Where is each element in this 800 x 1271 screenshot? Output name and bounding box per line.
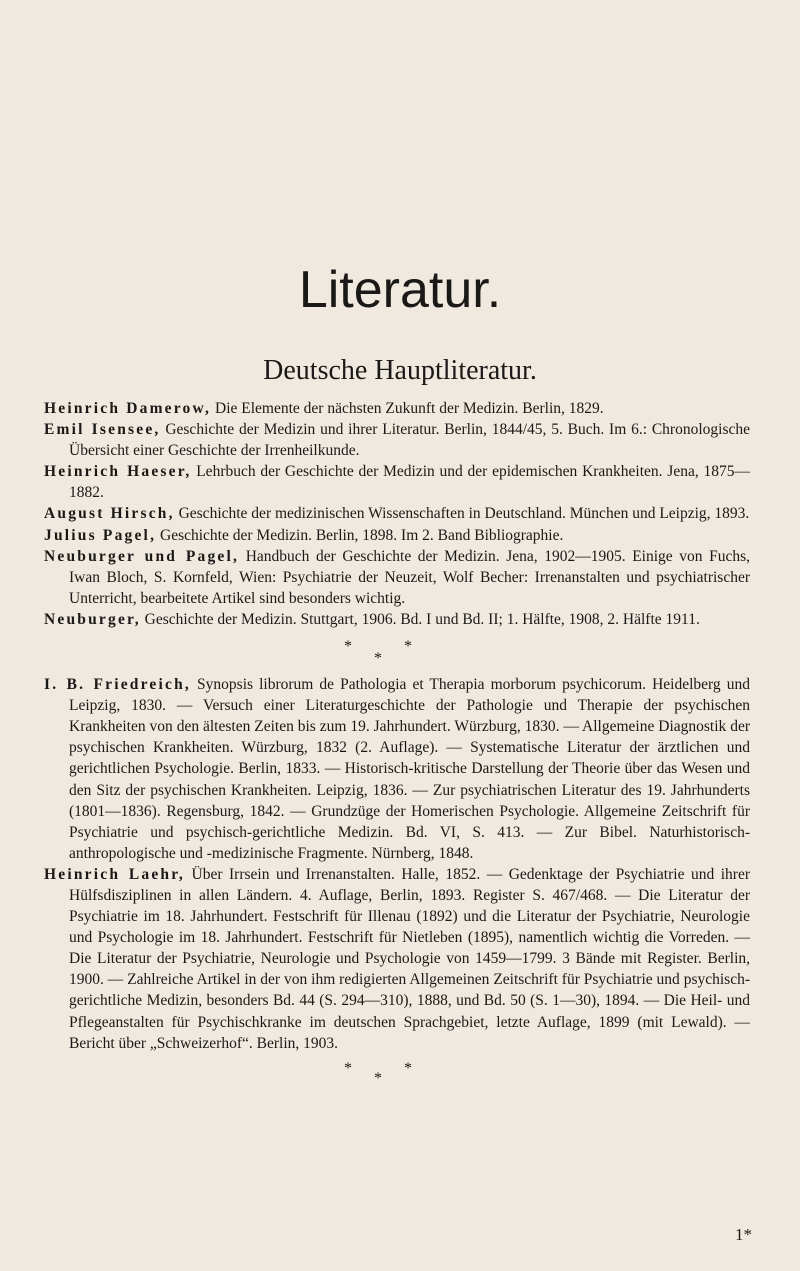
reference-text: Lehrbuch der Geschichte der Medizin und der epidemischen Krankheiten. Jena, 1875—1882.: [69, 463, 750, 502]
section-heading: Deutsche Hauptliteratur.: [263, 355, 537, 386]
reference-text: Handbuch der Geschichte der Medizin. Jena, 1902—1905. Einige von Fuchs, Iwan Bloch, S. Kornfeld, Wien: Psychiatrie der Neuzeit, Wolf Becher: Irrenanstalten und psychiatrischer Unterricht, bearbeitete Artikel sind besonders wichtig.: [69, 547, 750, 607]
reference-text: Geschichte der Medizin und ihrer Literatur. Berlin, 1844/45, 5. Buch. Im 6.: Chronologische Übersicht einer Geschichte der Irrenheilkunde.: [69, 421, 750, 460]
asterism-separator: [44, 630, 750, 674]
asterisk: *: [344, 638, 352, 656]
author-name: I. B. Friedreich,: [44, 676, 191, 694]
page-title: Literatur.: [298, 261, 502, 319]
reference-entry: [44, 419, 750, 461]
reference-entry: [44, 461, 750, 503]
reference-text: Geschichte der Medizin. Berlin, 1898. Im 2. Band Bibliographie.: [156, 526, 564, 544]
author-name: Heinrich Laehr,: [44, 865, 185, 883]
asterisk: *: [404, 638, 412, 656]
reference-list-main: [44, 398, 750, 1087]
reference-text: Über Irrsein und Irrenanstalten. Halle, 1852. — Gedenktage der Psychiatrie und ihrer Hülfsdisziplinen in allen Ländern. 4. Auflage, Berlin, 1893. Register S. 467/468. — Die Literatur der Psychiatrie im 18. Jahrhundert. Festschrift für Illenau (1892) und die Literatur der Psychiatrie, Neurologie und Psychologie im 18. Jahrhundert. Festschrift für Nietleben (1895), namentlich wichtig die Vorreden. — Die Literatur der Psychiatrie, Neurologie und Psychologie von 1459—1799. 3 Bände mit Register. Berlin, 1900. — Zahlreiche Artikel in der von ihm redigierten Allgemeinen Zeitschrift für Psychiatrie und psychisch-gerichtliche Medizin, besonders Bd. 44 (S. 294—310), 1888, und Bd. 50 (S. 1—30), 1894. — Die Heil- und Pflegeanstalten für Psychischkranke im deutschen Sprachgebiet, letzte Auflage, 1899 (mit Lewald). — Bericht über „Schweizerhof“. Berlin, 1903.: [69, 865, 750, 1052]
author-name: Emil Isensee,: [44, 421, 161, 439]
author-name: August Hirsch,: [44, 505, 175, 523]
author-name: Neuburger und Pagel,: [44, 547, 240, 565]
author-name: Heinrich Damerow,: [44, 400, 212, 417]
asterisk: *: [344, 1059, 352, 1077]
asterisk: *: [404, 1059, 412, 1077]
reference-entry: [44, 503, 750, 524]
reference-entry: [44, 546, 750, 609]
author-name: Neuburger,: [44, 610, 141, 628]
reference-entry: [44, 609, 750, 630]
reference-entry: [44, 398, 750, 419]
reference-text: Geschichte der Medizin. Stuttgart, 1906. Bd. I und Bd. II; 1. Hälfte, 1908, 2. Hälfte 1911.: [140, 610, 700, 628]
reference-entry: [44, 674, 750, 864]
reference-entry: [44, 864, 750, 1054]
asterism-separator: [44, 1054, 750, 1087]
reference-entry: [44, 525, 750, 546]
asterisk: *: [374, 650, 382, 668]
reference-text: Geschichte der medizinischen Wissenschaften in Deutschland. München und Leipzig, 1893.: [174, 505, 750, 523]
author-name: Heinrich Haeser,: [44, 463, 192, 481]
page-number: 1*: [735, 1225, 752, 1244]
asterisk: *: [374, 1069, 382, 1087]
reference-text: Synopsis librorum de Pathologia et Therapia morborum psychicorum. Heidelberg und Leipzig, 1830. — Versuch einer Literaturgeschichte der Pathologie und Therapie der psychischen Krankheiten von den ältesten Zeiten bis zum 19. Jahrhundert. Würzburg, 1830. — Allgemeine Diagnostik der psychischen Krankheiten. Würzburg, 1832 (2. Auflage). — Systematische Literatur der ärztlichen und gerichtlichen Psychologie. Berlin, 1833. — Historisch-kritische Darstellung der Theorie über das Wesen und den Sitz der psychischen Krankheiten. Leipzig, 1836. — Zur psychiatrischen Literatur des 19. Jahrhunderts (1801—1836). Regensburg, 1842. — Grundzüge der Homerischen Psychologie. Allgemeine Zeitschrift für Psychiatrie und psychisch-gerichtliche Medizin. Bd. VI, S. 413. — Zur Bibel. Naturhistorisch-anthropologische und -medizinische Fragmente. Nürnberg, 1848.: [69, 676, 750, 862]
reference-text: Die Elemente der nächsten Zukunft der Medizin. Berlin, 1829.: [211, 400, 604, 417]
author-name: Julius Pagel,: [44, 526, 157, 544]
